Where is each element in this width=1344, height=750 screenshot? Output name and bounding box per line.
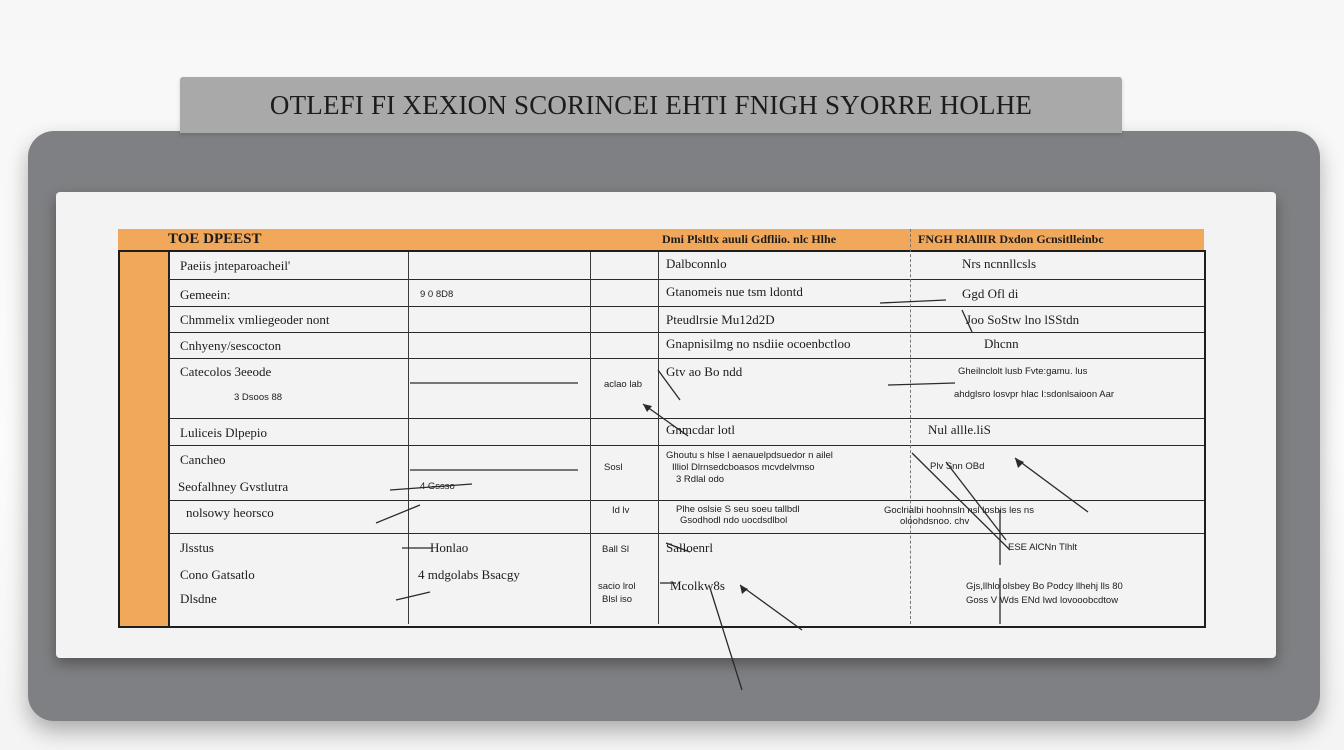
table-cell: 3 Rdlal odo [676, 474, 725, 485]
table-cell: Gtanomeis nue tsm ldontd [666, 284, 803, 299]
table-cell: 4 mdgolabs Bsacgy [418, 567, 520, 582]
title-bar [180, 77, 1122, 133]
row-divider [168, 332, 1204, 333]
table-cell: Plhe oslsie S seu soeu tallbdl [676, 504, 800, 515]
column-divider [658, 252, 659, 624]
table-cell: Gheilnclolt lusb Fvte:gamu. lus [958, 366, 1088, 377]
table-cell: Gnmcdar lotl [666, 422, 735, 437]
table-cell: Pteudlrsie Mu12d2D [666, 312, 775, 327]
table-cell: sacio lrol [598, 581, 636, 592]
page-title: OTLEFI FI XEXION SCORINCEI EHTI FNIGH SYORRE HOLHE [269, 89, 1033, 120]
table-cell: Joo SoStw lno lSStdn [966, 312, 1080, 327]
table-cell: Mcolkw8s [670, 578, 725, 593]
table-cell: Seofalhney Gvstlutra [178, 479, 289, 494]
table-cell: Goss V Wds ENd Iwd lovooobcdtow [966, 595, 1119, 606]
table-cell: Dlsdne [180, 591, 217, 606]
column-divider [590, 252, 591, 624]
table-cell: Honlao [430, 540, 469, 555]
row-divider [168, 445, 1204, 446]
table-cell: Gsodhodl ndo uocdsdlbol [680, 515, 788, 526]
table-cell: Goclrialbi hoohnsln nsl losbis les ns [884, 505, 1034, 516]
header-left-label: TOE DPEEST [168, 231, 262, 247]
row-divider [168, 358, 1204, 359]
table-cell: Luliceis Dlpepio [180, 425, 268, 440]
row-divider [168, 500, 1204, 501]
table-cell: 9 0 8D8 [420, 289, 454, 300]
table-cell: Cnhyeny/sescocton [180, 338, 282, 353]
table-cell: Gnapnisilmg no nsdiie ocoenbctloo [666, 336, 851, 351]
table-cell: Salloenrl [666, 540, 713, 555]
table-cell: Cancheo [180, 452, 226, 467]
table-cell: Nul allle.liS [928, 422, 991, 437]
table-cell: Dhcnn [984, 336, 1019, 351]
table-cell: Ball Sl [602, 544, 629, 555]
row-divider [168, 533, 1204, 534]
table-cell: aclao lab [604, 379, 643, 390]
column-divider [910, 229, 911, 624]
table-cell: Gjs,llhlo olsbey Bo Podcy llhehj lls 80 [966, 581, 1123, 592]
table-cell: Ghoutu s hlse l aenauelpdsuedor n ailel [666, 450, 833, 461]
table-cell: Cono Gatsatlo [180, 567, 255, 582]
table-cell: Sosl [604, 462, 623, 473]
table-cell: 4 Gssso [420, 481, 455, 492]
header-right-label: FNGH RlAllIR Dxdon Gcnsitlleinbc [918, 232, 1104, 246]
header-middle-label: Dmi Plsltlx auuli Gdfliio. nlc Hlhe [662, 232, 837, 246]
table-cell: Gemeein: [180, 287, 231, 302]
table-cell: Illiol Dlrnsedcboasos mcvdelvmso [672, 462, 815, 473]
table-cell: Ggd Ofl di [962, 286, 1019, 301]
row-divider [168, 306, 1204, 307]
table-cell: Paeiis jnteparoacheil' [180, 258, 291, 273]
table-cell: nolsowy heorsco [186, 505, 274, 520]
table-cell: 3 Dsoos 88 [234, 392, 283, 403]
table-cell: Gtv ao Bo ndd [666, 364, 743, 379]
table-cell: ahdglsro losvpr hlac I:sdonlsaioon Aar [954, 389, 1115, 400]
table-cell: Nrs ncnnllcsls [962, 256, 1037, 271]
table-cell: Chmmelix vmliegeoder nont [180, 312, 330, 327]
table-cell: Blsl iso [602, 594, 633, 605]
table-cell: Dalbconnlo [666, 256, 727, 271]
table-cell: ESE AlCNn Tlhlt [1008, 542, 1077, 553]
table-cell: Plv Snn OBd [930, 461, 985, 472]
column-divider [408, 252, 409, 624]
table-cell: Id lv [612, 505, 630, 516]
row-divider [168, 418, 1204, 419]
row-divider [168, 279, 1204, 280]
table-cell: Jlsstus [180, 540, 214, 555]
table-cell: Catecolos 3eeode [180, 364, 272, 379]
table-cell: oloohdsnoo. chv [900, 516, 970, 527]
